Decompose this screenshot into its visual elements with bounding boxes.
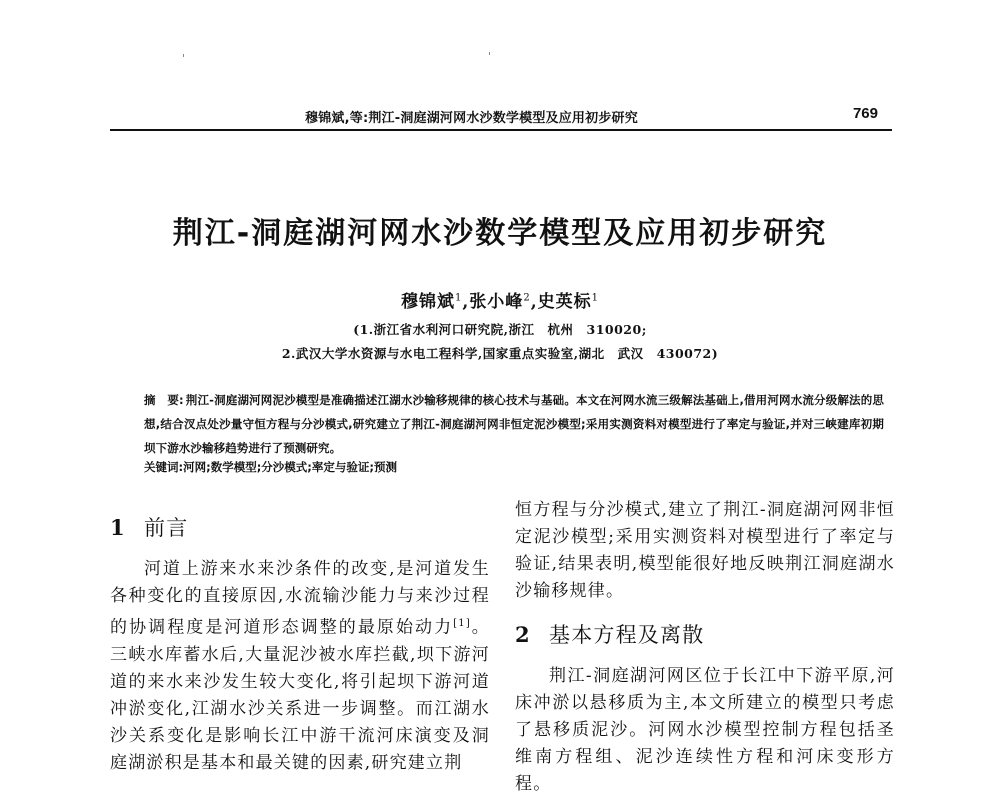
header-rule xyxy=(110,129,892,131)
citation-ref: [1] xyxy=(453,618,471,629)
section1-paragraph xyxy=(110,556,490,777)
scan-speck xyxy=(489,52,490,55)
keywords-text: 河网;数学模型;分沙模式;率定与验证;预测 xyxy=(183,460,398,474)
section-heading-1 xyxy=(110,510,490,546)
author-affil-mark: 1 xyxy=(591,292,599,304)
section2-paragraph: 荆江-洞庭湖河网区位于长江中下游平原,河床冲淤以悬移质为主,本文所建立的模型只考虑了悬移质泥沙。河网水沙模型控制方程包括圣维南方程组、泥沙连续性方程和河床变形方程。 xyxy=(515,666,895,794)
continued-paragraph: 恒方程与分沙模式,建立了荆江-洞庭湖河网非恒定泥沙模型;采用实测资料对模型进行了率定与验证,结果表明,模型能很好地反映荆江洞庭湖水沙输移规律。 xyxy=(515,500,895,601)
section-title: 前言 xyxy=(144,516,189,540)
abstract xyxy=(144,388,884,460)
keywords-label: 关键词: xyxy=(144,460,184,474)
section-number: 1 xyxy=(110,515,126,540)
right-column xyxy=(515,497,895,798)
running-header xyxy=(110,103,890,129)
author-name: 史英标 xyxy=(537,292,592,312)
affiliation-2: 2.武汉大学水资源与水电工程科学,国家重点实验室,湖北 武汉 430072) xyxy=(281,346,719,361)
section-title: 基本方程及离散 xyxy=(549,623,705,647)
scan-speck xyxy=(183,54,184,57)
running-title: 穆锦斌,等:荆江-洞庭湖河网水沙数学模型及应用初步研究 xyxy=(305,111,638,126)
author-affil-mark: 1 xyxy=(455,292,463,304)
paper-title: 荆江-洞庭湖河网水沙数学模型及应用初步研究 xyxy=(172,216,828,251)
abstract-text: 荆江-洞庭湖河网泥沙模型是准确描述江湖水沙输移规律的核心技术与基础。本文在河网水流三级解法基础上,借用河网水流分级解法的思想,结合汊点处沙量守恒方程与分沙模式,研究建立了荆江-洞庭湖河网非恒定泥沙模型;采用实测资料对模型进行了率定与验证,并对三峡建库初期坝下游水沙输移趋势进行了预测研究。 xyxy=(144,393,885,455)
paragraph-text: 河道上游来水来沙条件的改变,是河道发生各种变化的直接原因,水流输沙能力与来沙过程的协调程度是河道形态调整的最原始动力 xyxy=(110,559,490,638)
author-separator: , xyxy=(462,292,470,312)
page-number: 769 xyxy=(852,105,878,122)
section-heading-2 xyxy=(515,617,895,653)
abstract-label: 摘 要: xyxy=(144,393,184,407)
paragraph-text: 。三峡水库蓄水后,大量泥沙被水库拦截,坝下游河道的来水来沙发生较大变化,将引起坝下游河道冲淤变化,江湖水沙关系进一步调整。而江湖水沙关系变化是影响长江中游干流河床演变及洞庭湖淤积是基本和最关键的因素,研究建立荆 xyxy=(110,617,491,773)
author-separator: , xyxy=(530,292,538,312)
affiliation-1: (1.浙江省水利河口研究院,浙江 杭州 310020; xyxy=(353,322,647,337)
author-name: 穆锦斌 xyxy=(401,292,456,312)
author-name: 张小峰 xyxy=(469,292,524,312)
section-number: 2 xyxy=(515,622,531,647)
author-list xyxy=(0,287,1000,312)
author-affil-mark: 2 xyxy=(523,292,531,304)
keywords xyxy=(144,459,397,475)
left-column xyxy=(110,510,490,777)
